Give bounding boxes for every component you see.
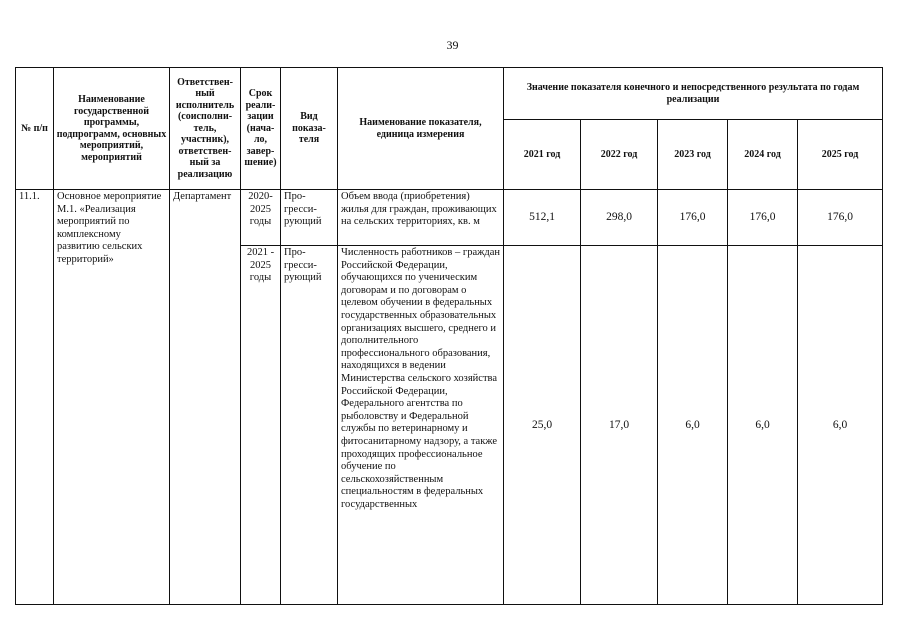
- header-year: 2022 год: [581, 120, 658, 190]
- row-indicator: [338, 246, 504, 605]
- page-number: 39: [446, 38, 459, 52]
- header-values-group: Значение показателя конечного и непосредственного результата по годам реализации: [504, 68, 883, 120]
- value-cell: 6,0: [728, 246, 798, 605]
- row-term: 2021 - 2025 годы: [241, 246, 281, 605]
- value-cell: 6,0: [658, 246, 728, 605]
- row-kind: Про-гресси-рующий: [281, 246, 338, 605]
- row-indicator: Объем ввода (приобретения) жилья для граждан, проживающих на сельских территориях, кв. м: [338, 190, 504, 246]
- header-executor: Ответствен-ный исполнитель (соисполни-тель, участник), ответствен-ный за реализацию: [170, 68, 241, 190]
- value-cell: 176,0: [798, 190, 883, 246]
- header-program: Наименование государственной программы, подпрограмм, основных мероприятий, мероприятий: [54, 68, 170, 190]
- indicator-table: [15, 67, 883, 605]
- row-kind: Про-гресси-рующий: [281, 190, 338, 246]
- value-cell: 6,0: [798, 246, 883, 605]
- header-year: 2023 год: [658, 120, 728, 190]
- indicator-text: Численность работников – граждан Российской Федерации, обучающихся по ученическим договорам и по договорам о целевом обучении в федеральных государственных образовательных организациях высшего, среднего и дополнительного профессионального образования, находящихся в ведении Министерства сельского хозяйства Российской Федерации, Федерального агентства по рыболовству и Федеральной службы по ветеринарному и фитосанитарному надзору, а также проходящих профессиональное обучение по сельскохозяйственным специальностям в федеральных государственных: [341, 247, 500, 510]
- row-program: Основное мероприятие М.1. «Реализация мероприятий по комплексному развитию сельских территорий»: [54, 190, 170, 605]
- row-term: 2020-2025 годы: [241, 190, 281, 246]
- value-cell: 176,0: [658, 190, 728, 246]
- header-term: Срок реали-зации (нача-ло, завер-шение): [241, 68, 281, 190]
- row-num: 11.1.: [16, 190, 54, 605]
- table-row: [16, 190, 883, 246]
- value-cell: 25,0: [504, 246, 581, 605]
- header-year: 2021 год: [504, 120, 581, 190]
- header-year: 2025 год: [798, 120, 883, 190]
- value-cell: 512,1: [504, 190, 581, 246]
- header-indicator: Наименование показателя, единица измерения: [338, 68, 504, 190]
- value-cell: 17,0: [581, 246, 658, 605]
- header-year: 2024 год: [728, 120, 798, 190]
- header-kind: Вид показа-теля: [281, 68, 338, 190]
- value-cell: 298,0: [581, 190, 658, 246]
- header-num: № п/п: [16, 68, 54, 190]
- row-executor: Департамент: [170, 190, 241, 605]
- value-cell: 176,0: [728, 190, 798, 246]
